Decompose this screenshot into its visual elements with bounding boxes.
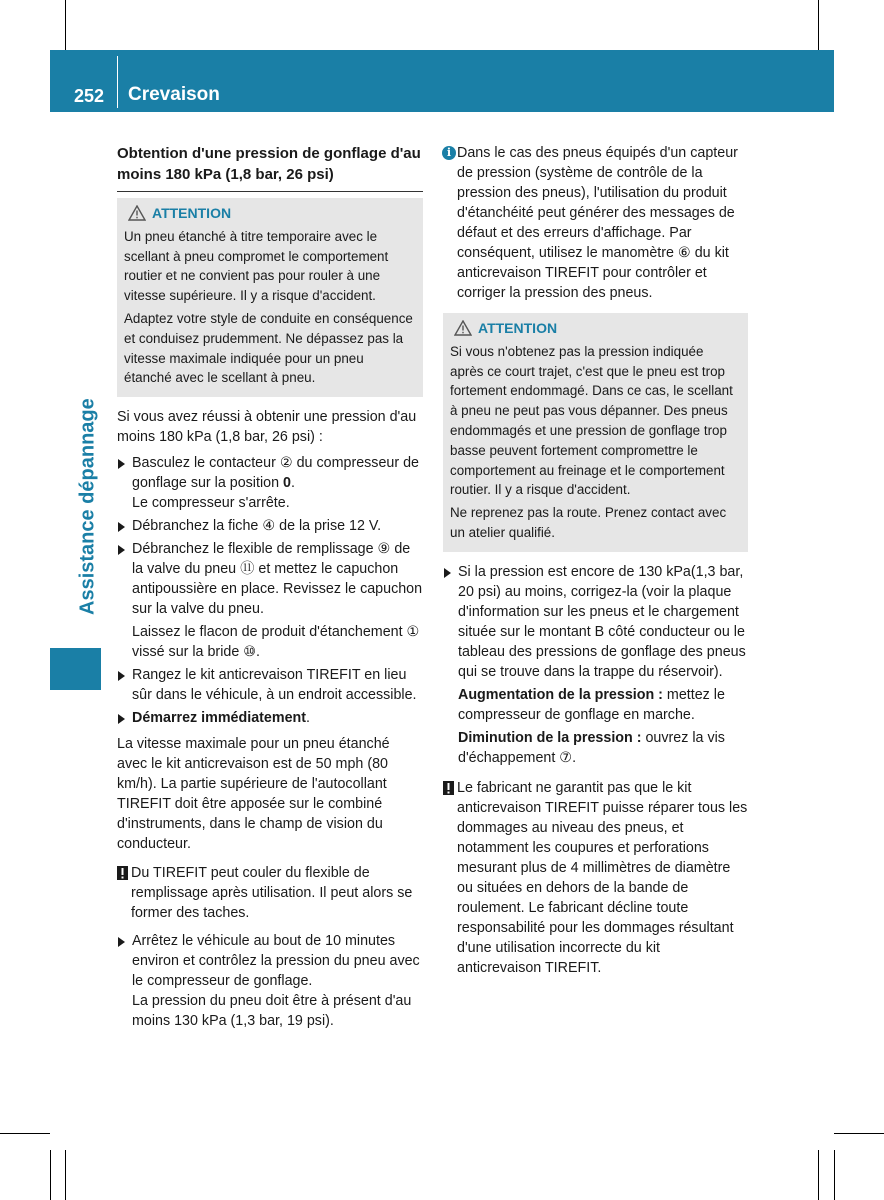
bullet-arrow-icon bbox=[118, 522, 125, 532]
section-heading: Obtention d'une pression de gonflage d'au moins 180 kPa (1,8 bar, 26 psi) bbox=[117, 145, 421, 183]
note-text: Du TIREFIT peut couler du flexible de remplissage après utilisation. Il peut alors se former des taches. bbox=[131, 865, 413, 922]
caution-note bbox=[443, 778, 748, 978]
note-text: Le fabricant ne garantit pas que le kit anticrevaison TIREFIT puisse réparer tous les dommages au niveau des pneus, et notamment les coupures et perforations mesurant plus de 4 millimètres de diamètre ou situées en dehors de la bande de roulement. Le fabricant décline toute responsabilité pour les dommages résultant d'une utilisation incorrecte du kit anticrevaison TIREFIT. bbox=[457, 779, 748, 976]
step-text: Basculez le contacteur ② du compresseur de gonflage sur la position bbox=[132, 455, 419, 492]
right-column bbox=[443, 143, 748, 986]
warning-paragraph: Ne reprenez pas la route. Prenez contact avec un atelier qualifié. bbox=[450, 505, 727, 540]
step-item bbox=[443, 562, 748, 682]
warning-paragraph: Un pneu étanché à titre temporaire avec le scellant à pneu compromet le comportement routier et ne convient pas pour rouler à une vitesse supérieure. Il y a risque d'accident. bbox=[124, 228, 389, 304]
step-item bbox=[117, 708, 423, 728]
step-bold: Diminution de la pression : bbox=[458, 729, 642, 746]
bullet-arrow-icon bbox=[118, 714, 125, 724]
step-result: La pression du pneu doit être à présent d'au moins 130 kPa (1,3 bar, 19 psi). bbox=[132, 993, 412, 1030]
info-icon: i bbox=[442, 146, 456, 160]
step-text: Rangez le kit anticrevaison TIREFIT en lieu sûr dans le véhicule, à un endroit accessible. bbox=[132, 667, 417, 704]
crop-mark bbox=[65, 0, 66, 50]
heading-rule bbox=[117, 191, 423, 192]
crop-mark bbox=[834, 1150, 835, 1200]
warning-title bbox=[124, 204, 415, 224]
step-text: Arrêtez le véhicule au bout de 10 minutes environ et contrôlez la pression du pneu avec le compresseur de gonflage. bbox=[132, 933, 420, 990]
step-bold: Augmentation de la pression : bbox=[458, 686, 663, 703]
step-subtext bbox=[443, 728, 748, 768]
step-item bbox=[117, 665, 423, 705]
bullet-arrow-icon bbox=[118, 545, 125, 555]
page-number: 252 bbox=[74, 86, 105, 106]
intro-paragraph: Si vous avez réussi à obtenir une pression d'au moins 180 kPa (1,8 bar, 26 psi) : bbox=[117, 409, 417, 446]
step-bold: 0 bbox=[283, 475, 291, 492]
crop-mark bbox=[50, 1150, 51, 1200]
left-column bbox=[117, 143, 423, 1034]
crop-mark bbox=[0, 1133, 50, 1134]
exclamation-icon bbox=[117, 866, 128, 880]
warning-paragraph: Adaptez votre style de conduite en conséquence et conduisez prudemment. Ne dépassez pas la vitesse maximale indiquée pour un pneu étanché avec le scellant à pneu. bbox=[124, 310, 413, 386]
step-text: Débranchez la fiche ④ de la prise 12 V. bbox=[132, 518, 382, 535]
step-item bbox=[117, 931, 423, 1031]
info-note bbox=[443, 143, 748, 303]
step-text: ouvrez la vis d'échappement ⑦. bbox=[458, 729, 725, 766]
section-title: Crevaison bbox=[128, 84, 220, 105]
speed-paragraph: La vitesse maximale pour un pneu étanché avec le kit anticrevaison est de 50 mph (80 km/h). La partie supérieure de l'autocollant TIREFIT doit être apposée sur le combiné d'instruments, dans le champ de vision du conducteur. bbox=[117, 736, 390, 853]
bullet-arrow-icon bbox=[118, 937, 125, 947]
step-subtext bbox=[443, 685, 748, 725]
info-text: Dans le cas des pneus équipés d'un capteur de pression (système de contrôle de la pression des pneus), l'utilisation du produit d'étanchéité peut générer des messages de défaut et des erreurs d'affichage. Par conséquent, utilisez le manomètre ⑥ du kit anticrevaison TIREFIT pour contrôler et corriger la pression des pneus. bbox=[457, 145, 738, 301]
warning-title-text: ATTENTION bbox=[478, 320, 558, 336]
step-result: Le compresseur s'arrête. bbox=[132, 495, 290, 512]
step-bold: Démarrez immédiatement bbox=[132, 710, 307, 727]
step-text: . bbox=[290, 475, 295, 492]
warning-title bbox=[450, 319, 740, 339]
warning-triangle-icon bbox=[128, 205, 146, 221]
bullet-arrow-icon bbox=[118, 459, 125, 469]
bullet-arrow-icon bbox=[118, 671, 125, 681]
warning-paragraph: Si vous n'obtenez pas la pression indiquée après ce court trajet, c'est que le pneu est trop fortement endommagé. Dans ce cas, le scellant à pneu ne peut pas vous dépanner. Des pneus endommagés et une pression de gonflage trop basse peuvent fortement compromettre le comportement au freinage et le comportement routier. Il y a risque d'accident. bbox=[450, 343, 733, 498]
step-item bbox=[117, 539, 423, 619]
warning-box bbox=[117, 198, 423, 397]
step-subtext: Laissez le flacon de produit d'étanchement ① vissé sur la bride ⑩. bbox=[132, 624, 420, 661]
step-item bbox=[117, 516, 423, 536]
warning-title-text: ATTENTION bbox=[152, 205, 232, 221]
side-tab bbox=[50, 648, 101, 690]
warning-box bbox=[443, 313, 748, 552]
header-divider bbox=[117, 56, 118, 108]
step-item bbox=[117, 453, 423, 513]
crop-mark bbox=[818, 0, 819, 50]
crop-mark bbox=[818, 1150, 819, 1200]
side-chapter-label: Assistance dépannage bbox=[76, 398, 99, 615]
bullet-arrow-icon bbox=[444, 568, 451, 578]
exclamation-icon bbox=[443, 781, 454, 795]
step-text: . bbox=[306, 710, 310, 727]
step-text: mettez le compresseur de gonflage en marche. bbox=[458, 686, 725, 723]
warning-triangle-icon bbox=[454, 320, 472, 336]
step-text: Débranchez le flexible de remplissage ⑨ de la valve du pneu ⑪ et mettez le capuchon antipoussière en place. Revissez le capuchon sur la valve du pneu. bbox=[132, 541, 423, 618]
crop-mark bbox=[834, 1133, 884, 1134]
crop-mark bbox=[65, 1150, 66, 1200]
step-text: Si la pression est encore de 130 kPa(1,3 bar, 20 psi) au moins, corrigez-la (voir la plaque d'information sur les pneus et le chargement située sur le montant B côté conducteur ou le tableau des pressions de gonflage des pneus qui se trouve dans la trappe du réservoir). bbox=[458, 563, 746, 680]
caution-note bbox=[117, 863, 423, 923]
